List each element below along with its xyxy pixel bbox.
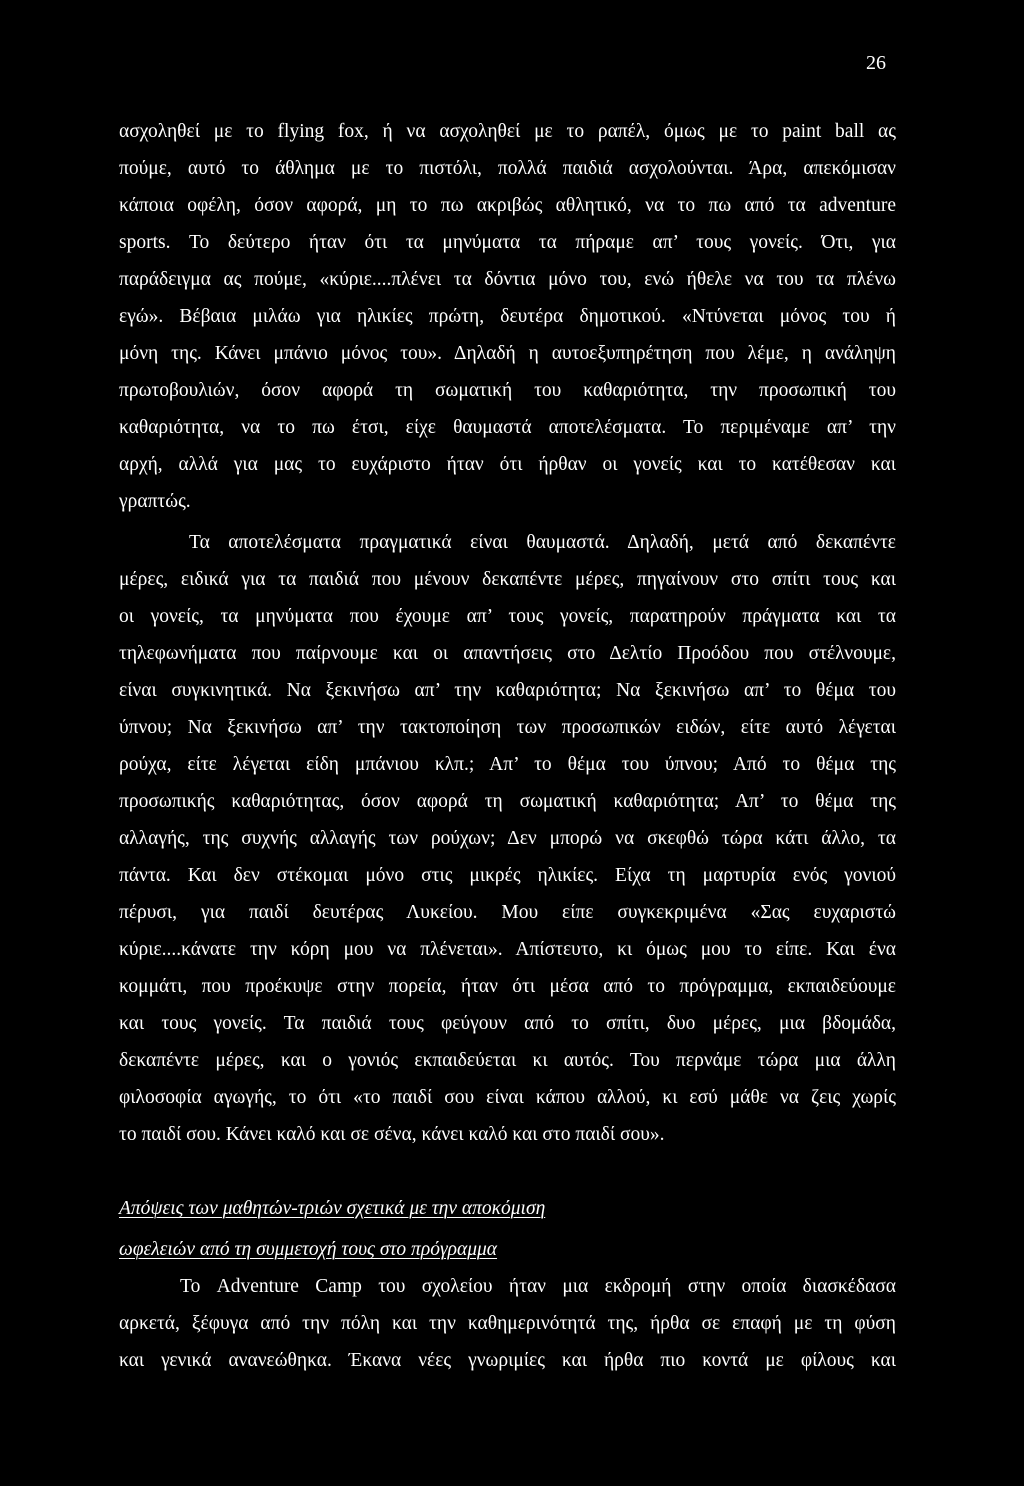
- text-line: μόνη της. Κάνει μπάνιο μόνος του». Δηλαδή η αυτοεξυπηρέτηση που λέμε, η ανάληψη: [119, 343, 896, 364]
- text-line: κάποια οφέλη, όσον αφορά, μη το πω ακριβώς αθλητικό, να το πω από τα adventure: [119, 195, 896, 216]
- section-heading-line: Απόψεις των μαθητών-τριών σχετικά με την αποκόμιση: [119, 1198, 546, 1219]
- section-heading-line: ωφελειών από τη συμμετοχή τους στο πρόγραμμα: [119, 1239, 498, 1260]
- text-line: οι γονείς, τα μηνύματα που έχουμε απ’ τους γονείς, παρατηρούν πράγματα και τα: [119, 606, 896, 627]
- text-line: ύπνου; Να ξεκινήσω απ’ την τακτοποίηση των προσωπικών ειδών, είτε αυτό λέγεται: [119, 717, 896, 738]
- text-line: το παιδί σου. Κάνει καλό και σε σένα, κάνει καλό και στο παιδί σου».: [119, 1124, 665, 1145]
- text-line: Το Adventure Camp του σχολείου ήταν μια εκδρομή στην οποία διασκέδασα: [180, 1276, 896, 1297]
- text-line: και τους γονείς. Τα παιδιά τους φεύγουν από το σπίτι, δυο μέρες, μια βδομάδα,: [119, 1013, 896, 1034]
- text-line: και γενικά ανανεώθηκα. Έκανα νέες γνωριμίες και ήρθα πιο κοντά με φίλους και: [119, 1350, 896, 1371]
- text-line: εγώ». Βέβαια μιλάω για ηλικίες πρώτη, δευτέρα δημοτικού. «Ντύνεται μόνος του ή: [119, 306, 896, 327]
- text-line: πούμε, αυτό το άθλημα με το πιστόλι, πολλά παιδιά ασχολούνται. Άρα, απεκόμισαν: [119, 158, 896, 179]
- text-line: αλλαγής, της συχνής αλλαγής των ρούχων; Δεν μπορώ να σκεφθώ τώρα κάτι άλλο, τα: [119, 828, 896, 849]
- text-line: προσωπικής καθαριότητας, όσον αφορά τη σωματική καθαριότητα; Απ’ το θέμα της: [119, 791, 896, 812]
- text-line: ασχοληθεί με το flying fox, ή να ασχοληθεί με το ραπέλ, όμως με το paint ball ας: [119, 121, 896, 142]
- text-line: κύριε....κάνατε την κόρη μου να πλένεται». Απίστευτο, κι όμως μου το είπε. Και ένα: [119, 939, 896, 960]
- text-line: αρχή, αλλά για μας το ευχάριστο ήταν ότι ήρθαν οι γονείς και το κατέθεσαν και: [119, 454, 896, 475]
- text-line: ρούχα, είτε λέγεται είδη μπάνιου κλπ.; Απ’ το θέμα του ύπνου; Από το θέμα της: [119, 754, 896, 775]
- text-line: πάντα. Και δεν στέκομαι μόνο στις μικρές ηλικίες. Είχα τη μαρτυρία ενός γονιού: [119, 865, 896, 886]
- text-line: πρωτοβουλιών, όσον αφορά τη σωματική του καθαριότητα, την προσωπική του: [119, 380, 896, 401]
- text-line: δεκαπέντε μέρες, και ο γονιός εκπαιδεύεται κι αυτός. Του περνάμε τώρα μια άλλη: [119, 1050, 896, 1071]
- text-line: αρκετά, ξέφυγα από την πόλη και την καθημερινότητά της, ήρθα σε επαφή με τη φύση: [119, 1313, 896, 1334]
- text-line: μέρες, ειδικά για τα παιδιά που μένουν δεκαπέντε μέρες, πηγαίνουν στο σπίτι τους και: [119, 569, 896, 590]
- text-line: πέρυσι, για παιδί δευτέρας Λυκείου. Μου είπε συγκεκριμένα «Σας ευχαριστώ: [119, 902, 896, 923]
- text-line: γραπτώς.: [119, 491, 191, 512]
- text-line: τηλεφωνήματα που παίρνουμε και οι απαντήσεις στο Δελτίο Προόδου που στέλνουμε,: [119, 643, 896, 664]
- page-number: 26: [866, 52, 886, 74]
- text-line: είναι συγκινητικά. Να ξεκινήσω απ’ την καθαριότητα; Να ξεκινήσω απ’ το θέμα του: [119, 680, 896, 701]
- text-line: κομμάτι, που προέκυψε στην πορεία, ήταν ότι μέσα από το πρόγραμμα, εκπαιδεύουμε: [119, 976, 896, 997]
- text-line: Τα αποτελέσματα πραγματικά είναι θαυμαστά. Δηλαδή, μετά από δεκαπέντε: [189, 532, 896, 553]
- text-line: φιλοσοφία αγωγής, το ότι «το παιδί σου είναι κάπου αλλού, κι εσύ μάθε να ζεις χωρίς: [119, 1087, 896, 1108]
- text-line: sports. Το δεύτερο ήταν ότι τα μηνύματα τα πήραμε απ’ τους γονείς. Ότι, για: [119, 232, 896, 253]
- text-line: καθαριότητα, να το πω έτσι, είχε θαυμαστά αποτελέσματα. Το περιμέναμε απ’ την: [119, 417, 896, 438]
- text-line: παράδειγμα ας πούμε, «κύριε....πλένει τα δόντια μόνο του, ενώ ήθελε να του τα πλένω: [119, 269, 896, 290]
